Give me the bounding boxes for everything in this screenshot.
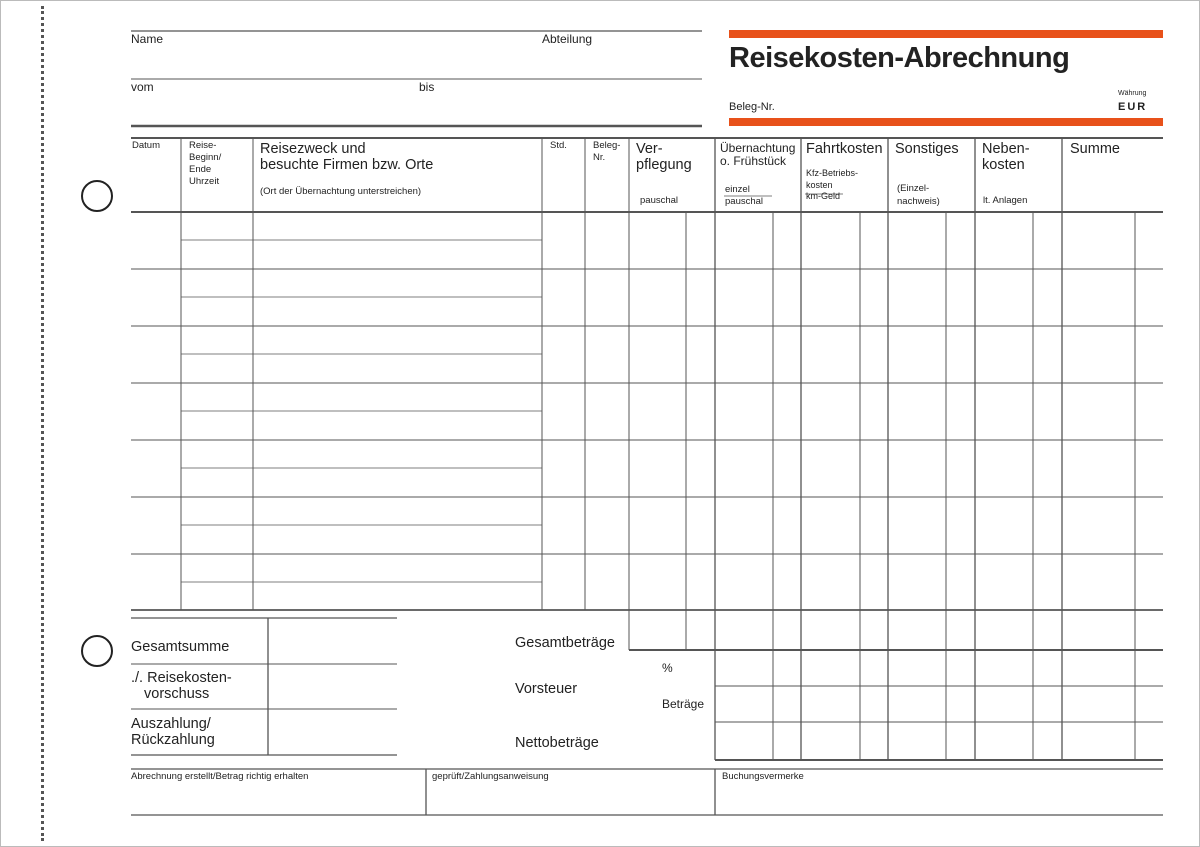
col-hours: Std. [550, 140, 567, 151]
name-label: Name [131, 32, 164, 46]
col-receipt-no: Beleg- Nr. [593, 140, 621, 163]
col-travel: Fahrtkosten [806, 141, 883, 157]
to-date-label: bis [419, 80, 435, 94]
department-label: Abteilung [542, 32, 593, 46]
col-trip-times: Reise- Beginn/ Ende Uhrzeit [189, 140, 222, 187]
payout-label: Auszahlung/ Rückzahlung [131, 716, 215, 749]
grand-total-label: Gesamtsumme [131, 639, 230, 655]
advance-label: ./. Reisekosten- vorschuss [131, 670, 232, 703]
accent-bar-bottom [729, 118, 1163, 126]
accent-bar-top [729, 30, 1163, 38]
col-other: Sonstiges [895, 141, 959, 157]
footer-booking-label: Buchungsvermerke [722, 771, 804, 782]
currency-value: EUR [1118, 101, 1148, 113]
col-other-sub: (Einzel- nachweis) [897, 183, 940, 207]
col-meals-flat-rate: pauschal [640, 195, 679, 206]
col-sum: Summe [1070, 141, 1120, 157]
col-extra-costs: Neben- kosten [982, 141, 1030, 174]
currency-label: Währung [1118, 90, 1147, 97]
col-lodging: Übernachtung o. Frühstück [720, 141, 796, 169]
percent-label: % [662, 661, 673, 675]
col-meals: Ver- pflegung [636, 141, 692, 174]
total-amounts-label: Gesamtbeträge [515, 635, 615, 651]
col-lodging-sub: einzel pauschal [725, 184, 764, 207]
col-purpose-note: (Ort der Übernachtung unterstreichen) [260, 186, 422, 197]
receipt-number-label: Beleg-Nr. [729, 101, 775, 113]
from-date-label: vom [131, 80, 154, 94]
footer-checked-label: geprüft/Zahlungsanweisung [432, 771, 549, 782]
form-title: Reisekosten-Abrechnung [729, 42, 1070, 74]
input-tax-label: Vorsteuer [515, 681, 578, 697]
net-amounts-label: Nettobeträge [515, 735, 599, 751]
col-purpose: Reisezweck und besuchte Firmen bzw. Orte [260, 141, 434, 174]
amounts-label: Beträge [662, 697, 705, 711]
col-travel-sub: Kfz-Betriebs- kosten km-Geld [806, 168, 859, 201]
col-extra-costs-sub: lt. Anlagen [983, 195, 1028, 206]
col-date: Datum [132, 140, 160, 151]
footer-created-label: Abrechnung erstellt/Betrag richtig erhalten [131, 771, 309, 782]
